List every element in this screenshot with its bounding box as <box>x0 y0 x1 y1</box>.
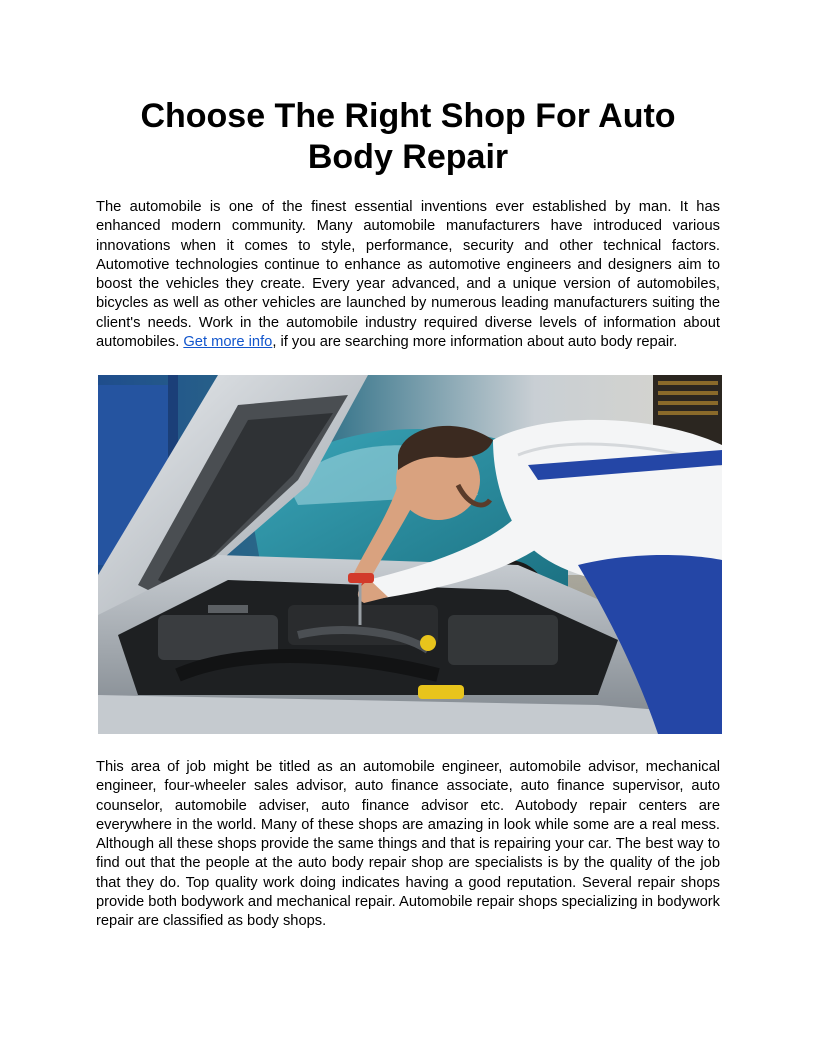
mechanic-illustration <box>98 375 722 734</box>
intro-text-tail: , if you are searching more information about auto body repair. <box>272 334 678 351</box>
get-more-info-link[interactable]: Get more info <box>183 334 273 351</box>
mechanic-photo <box>98 375 722 734</box>
page-title: Choose The Right Shop For Auto Body Repair <box>140 97 676 176</box>
body-paragraph: This area of job might be titled as an automobile engineer, automobile advisor, mechanical engineer, four-wheeler sales advisor, auto finance associate, auto finance supervisor, auto counselor, automobile adviser, auto finance advisor etc. Autobody repair centers are everywhere in the world. Many of these shops are amazing in look while some are a real mess. Although all these shops provide the same things and that is repairing your car. The best way to find out that the people at the auto body repair shop are specialists is by the quality of the job that they do. Top quality work doing indicates having a good reputation. Several repair shops provide both bodywork and mechanical repair. Automobile repair shops specializing in bodywork repair are classified as body shops. <box>96 759 720 930</box>
intro-text: The automobile is one of the finest essential inventions ever established by man. It has enhanced modern community. Many automobile manufacturers have introduced various innovations when it comes to style, performance, security and other technical factors. Automotive technologies continue to enhance as automotive engineers and designers aim to boost the vehicles they create. Every year advanced, and a unique version of automobiles, bicycles as well as other vehicles are launched by numerous leading manufacturers suiting the client's needs. Work in the automobile industry required diverse levels of information about automobiles. <box>96 199 720 351</box>
intro-paragraph <box>96 198 720 352</box>
